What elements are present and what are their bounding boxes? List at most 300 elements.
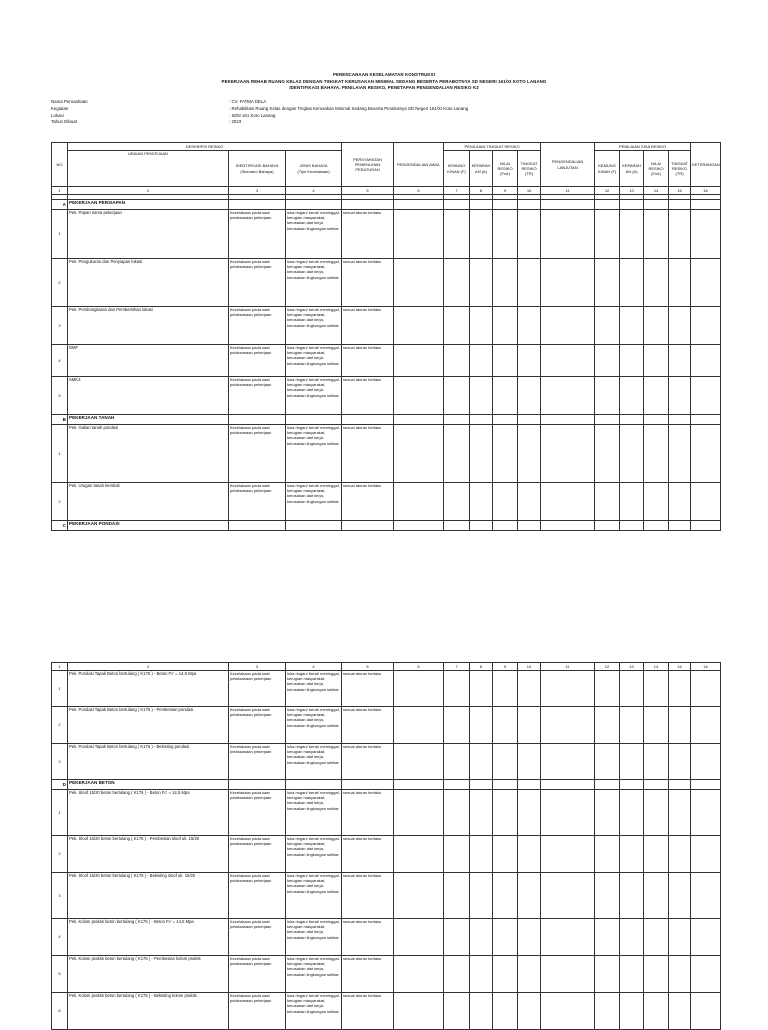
row-number: 3 <box>52 744 68 780</box>
column-number: 2 <box>68 187 229 195</box>
empty-cell <box>595 425 620 483</box>
empty-cell <box>620 377 644 415</box>
empty-cell <box>470 259 493 307</box>
empty-cell <box>518 377 541 415</box>
header-nilai-resiko: NILAI RESIKO (FxA) <box>493 151 518 187</box>
identifikasi-bahaya: Kecelakaan pada saat pelaksanaan pekerjaan <box>229 210 286 259</box>
empty-cell <box>394 210 444 259</box>
empty-cell <box>470 744 493 780</box>
empty-cell <box>691 836 721 873</box>
empty-cell <box>644 707 669 744</box>
column-number: 5 <box>342 187 394 195</box>
empty-cell <box>669 415 691 425</box>
row-number: 2 <box>52 483 68 521</box>
empty-cell <box>620 200 644 210</box>
empty-cell <box>470 425 493 483</box>
empty-cell <box>518 483 541 521</box>
column-number-row <box>52 663 721 671</box>
empty-cell <box>493 425 518 483</box>
empty-cell <box>444 200 470 210</box>
persyaratan: sesuai aturan berlaku <box>342 744 394 780</box>
row-number: 1 <box>52 671 68 707</box>
empty-cell <box>541 919 595 956</box>
empty-cell <box>644 483 669 521</box>
identifikasi-bahaya: Kecelakaan pada saat pelaksanaan pekerjaan <box>229 425 286 483</box>
empty-cell <box>518 345 541 377</box>
identifikasi-bahaya: Kecelakaan pada saat pelaksanaan pekerjaan <box>229 259 286 307</box>
uraian-pekerjaan: Pek. Pondasi Tapak Beton bertulang ( K175 ) - Pembesian pondasi <box>68 707 229 744</box>
empty-cell <box>229 780 286 790</box>
empty-cell <box>444 307 470 345</box>
empty-cell <box>444 780 470 790</box>
empty-cell <box>691 671 721 707</box>
column-number: 3 <box>229 187 286 195</box>
column-number: 9 <box>493 187 518 195</box>
empty-cell <box>595 836 620 873</box>
header-penilaian-tingkat-resiko: PENILAIAN TINGKAT RESIKO <box>444 143 541 151</box>
header-sisa-tingkat: TINGKAT RESIKO (TR) <box>669 151 691 187</box>
table-row <box>52 744 721 780</box>
empty-cell <box>518 780 541 790</box>
empty-cell <box>493 377 518 415</box>
empty-cell <box>470 956 493 993</box>
empty-cell <box>493 873 518 919</box>
empty-cell <box>444 919 470 956</box>
title-line-1: PERENCANAAN KESELAMATAN KONSTRUKSI <box>332 72 436 77</box>
empty-cell <box>595 307 620 345</box>
empty-cell <box>541 744 595 780</box>
column-number: 6 <box>394 187 444 195</box>
empty-cell <box>644 210 669 259</box>
persyaratan: sesuai aturan berlaku <box>342 425 394 483</box>
empty-cell <box>394 873 444 919</box>
empty-cell <box>669 483 691 521</box>
header-identifikasi: IDENTIFIKASI BAHAYA (Skenario Bahaya) <box>229 151 286 187</box>
column-number: 3 <box>229 663 286 671</box>
identifikasi-bahaya: Kecelakaan pada saat pelaksanaan pekerjaan <box>229 836 286 873</box>
empty-cell <box>669 521 691 531</box>
empty-cell <box>620 836 644 873</box>
column-number: 4 <box>286 187 342 195</box>
column-number: 1 <box>52 187 68 195</box>
identifikasi-bahaya: Kecelakaan pada saat pelaksanaan pekerjaan <box>229 993 286 1030</box>
empty-cell <box>595 873 620 919</box>
empty-cell <box>394 919 444 956</box>
empty-cell <box>595 790 620 836</box>
uraian-pekerjaan: Pek. Urugan tanah kembali <box>68 483 229 521</box>
empty-cell <box>394 425 444 483</box>
empty-cell <box>669 259 691 307</box>
section-title: PEKERJAAN BETON <box>68 780 229 790</box>
empty-cell <box>620 210 644 259</box>
persyaratan: sesuai aturan berlaku <box>342 307 394 345</box>
empty-cell <box>444 521 470 531</box>
column-number: 16 <box>691 187 721 195</box>
column-number: 16 <box>691 663 721 671</box>
column-number: 4 <box>286 663 342 671</box>
header-pengendalian-lanjutan: PENGENDALIAN LANJUTAN <box>541 143 595 187</box>
row-number: 5 <box>52 377 68 415</box>
uraian-pekerjaan: Pek. Sloof 15/20 beton bertulang ( K175 ) - Beton Fc' = 14,5 Mpa <box>68 790 229 836</box>
empty-cell <box>493 415 518 425</box>
persyaratan: sesuai aturan berlaku <box>342 259 394 307</box>
empty-cell <box>286 780 342 790</box>
empty-cell <box>518 744 541 780</box>
empty-cell <box>493 780 518 790</box>
empty-cell <box>595 919 620 956</box>
info-label: Lokasi <box>51 112 64 118</box>
identifikasi-bahaya: Kecelakaan pada saat pelaksanaan pekerjaan <box>229 919 286 956</box>
jenis-bahaya: luka ringan/ berat/ meninggal, kerugian masyarakat, kerusakan alat kerja, kerusakan lingkungan sekitar <box>286 425 342 483</box>
row-number: 6 <box>52 993 68 1030</box>
info-row <box>51 106 468 113</box>
empty-cell <box>669 307 691 345</box>
empty-cell <box>493 521 518 531</box>
info-row <box>51 119 468 126</box>
jenis-bahaya: luka ringan/ berat/ meninggal, kerugian masyarakat, kerusakan alat kerja, kerusakan lingkungan sekitar <box>286 707 342 744</box>
column-number: 10 <box>518 187 541 195</box>
header-no: NO <box>52 143 68 187</box>
empty-cell <box>518 707 541 744</box>
empty-cell <box>620 707 644 744</box>
empty-cell <box>541 873 595 919</box>
empty-cell <box>518 790 541 836</box>
empty-cell <box>595 259 620 307</box>
empty-cell <box>541 200 595 210</box>
empty-cell <box>644 919 669 956</box>
empty-cell <box>595 377 620 415</box>
row-number: 2 <box>52 707 68 744</box>
table-row <box>52 671 721 707</box>
header-uraian: URAIAN PEKERJAAN <box>68 151 229 187</box>
empty-cell <box>595 345 620 377</box>
empty-cell <box>470 919 493 956</box>
column-number: 1 <box>52 663 68 671</box>
jenis-bahaya: luka ringan/ berat/ meninggal, kerugian masyarakat, kerusakan alat kerja, kerusakan lingkungan sekitar <box>286 307 342 345</box>
empty-cell <box>394 707 444 744</box>
empty-cell <box>444 210 470 259</box>
empty-cell <box>444 956 470 993</box>
empty-cell <box>444 836 470 873</box>
empty-cell <box>691 521 721 531</box>
empty-cell <box>493 919 518 956</box>
uraian-pekerjaan: Pek. Kolom praktis beton bertulang ( K175 ) - Beton Fc' = 14,5 Mpa <box>68 919 229 956</box>
empty-cell <box>444 259 470 307</box>
empty-cell <box>620 307 644 345</box>
jenis-bahaya: luka ringan/ berat/ meninggal, kerugian masyarakat, kerusakan alat kerja, kerusakan lingkungan sekitar <box>286 873 342 919</box>
empty-cell <box>493 790 518 836</box>
empty-cell <box>394 790 444 836</box>
empty-cell <box>470 836 493 873</box>
uraian-pekerjaan: Pek. Pembongkaran dan Pembersihan lokasi <box>68 307 229 345</box>
jenis-bahaya: luka ringan/ berat/ meninggal, kerugian masyarakat, kerusakan alat kerja, kerusakan lingkungan sekitar <box>286 956 342 993</box>
column-number: 9 <box>493 663 518 671</box>
empty-cell <box>595 744 620 780</box>
info-value: : 2023 <box>229 119 242 125</box>
table-row <box>52 377 721 415</box>
empty-cell <box>470 415 493 425</box>
empty-cell <box>595 521 620 531</box>
persyaratan: sesuai aturan berlaku <box>342 790 394 836</box>
empty-cell <box>286 415 342 425</box>
identifikasi-bahaya: Kecelakaan pada saat pelaksanaan pekerjaan <box>229 307 286 345</box>
empty-cell <box>518 425 541 483</box>
risk-table-page-1 <box>51 142 721 531</box>
empty-cell <box>620 919 644 956</box>
empty-cell <box>493 707 518 744</box>
empty-cell <box>518 259 541 307</box>
empty-cell <box>394 836 444 873</box>
empty-cell <box>691 956 721 993</box>
empty-cell <box>620 790 644 836</box>
empty-cell <box>644 956 669 993</box>
empty-cell <box>470 483 493 521</box>
column-number: 12 <box>595 663 620 671</box>
uraian-pekerjaan: Pek. Pondasi Tapak Beton bertulang ( K175 ) - Bekisting pondasi <box>68 744 229 780</box>
header-pengendalian-awal: PENGENDALIAN AWAL <box>394 143 444 187</box>
empty-cell <box>541 956 595 993</box>
empty-cell <box>342 200 394 210</box>
empty-cell <box>691 345 721 377</box>
uraian-pekerjaan: Pek. Sloof 15/20 beton bertulang ( K175 ) - Pembesian sloof uk. 15/20 <box>68 836 229 873</box>
header-keparahan: KEPARAH AN (A) <box>470 151 493 187</box>
empty-cell <box>541 483 595 521</box>
empty-cell <box>493 956 518 993</box>
persyaratan: sesuai aturan berlaku <box>342 873 394 919</box>
header-deskripsi-resiko: DESKRIPSI RESIKO <box>68 143 342 151</box>
empty-cell <box>541 780 595 790</box>
empty-cell <box>644 307 669 345</box>
empty-cell <box>342 415 394 425</box>
empty-cell <box>444 425 470 483</box>
empty-cell <box>470 790 493 836</box>
empty-cell <box>620 780 644 790</box>
column-number: 11 <box>541 187 595 195</box>
section-title: PEKERJAAN PONDASI <box>68 521 229 531</box>
empty-cell <box>493 671 518 707</box>
jenis-bahaya: luka ringan/ berat/ meninggal, kerugian masyarakat, kerusakan alat kerja, kerusakan lingkungan sekitar <box>286 671 342 707</box>
empty-cell <box>470 707 493 744</box>
empty-cell <box>595 956 620 993</box>
section-title: PEKERJAAN TANAH <box>68 415 229 425</box>
info-value: : SDN 161 Koto Lanang <box>229 112 276 118</box>
empty-cell <box>691 307 721 345</box>
empty-cell <box>470 377 493 415</box>
empty-cell <box>541 345 595 377</box>
empty-cell <box>493 307 518 345</box>
row-number: 2 <box>52 259 68 307</box>
empty-cell <box>620 521 644 531</box>
empty-cell <box>518 919 541 956</box>
persyaratan: sesuai aturan berlaku <box>342 956 394 993</box>
empty-cell <box>691 483 721 521</box>
row-number: 1 <box>52 210 68 259</box>
empty-cell <box>691 210 721 259</box>
uraian-pekerjaan: Pek. Pengukuran dan Penyiapan lokasi <box>68 259 229 307</box>
column-number: 15 <box>669 663 691 671</box>
section-title: PEKERJAAN PERSIAPAN <box>68 200 229 210</box>
info-label: Nama Perusahaan <box>51 99 88 104</box>
empty-cell <box>444 790 470 836</box>
empty-cell <box>518 956 541 993</box>
section-letter: B <box>52 415 68 425</box>
empty-cell <box>620 671 644 707</box>
empty-cell <box>669 377 691 415</box>
info-label: Kegiatan <box>51 105 69 111</box>
empty-cell <box>493 200 518 210</box>
uraian-pekerjaan: Pek. Sloof 15/20 beton bertulang ( K175 ) - Bekisting sloof uk. 15/20 <box>68 873 229 919</box>
section-letter: D <box>52 780 68 790</box>
header-persyaratan: PERSYARATAN PEMENUHAN PERATURAN <box>342 143 394 187</box>
column-number: 8 <box>470 187 493 195</box>
jenis-bahaya: luka ringan/ berat/ meninggal, kerugian masyarakat, kerusakan alat kerja, kerusakan lingkungan sekitar <box>286 790 342 836</box>
empty-cell <box>229 200 286 210</box>
section-row <box>52 521 721 531</box>
column-number: 10 <box>518 663 541 671</box>
empty-cell <box>691 377 721 415</box>
empty-cell <box>229 415 286 425</box>
empty-cell <box>620 744 644 780</box>
column-number: 7 <box>444 663 470 671</box>
empty-cell <box>444 345 470 377</box>
info-value: : Rehabilitasi Ruang Kelas dengan Tingkat Kerusakan Minimal Sedang Beserta Perabotnya SD Negeri 161/XI Koto Lanang <box>229 105 469 111</box>
column-number: 15 <box>669 187 691 195</box>
header-kemungkinan: KEMUNG KINAN (F) <box>444 151 470 187</box>
table-row <box>52 956 721 993</box>
uraian-pekerjaan: SMK3 <box>68 377 229 415</box>
empty-cell <box>644 377 669 415</box>
empty-cell <box>493 259 518 307</box>
empty-cell <box>541 521 595 531</box>
jenis-bahaya: luka ringan/ berat/ meninggal, kerugian masyarakat, kerusakan alat kerja, kerusakan lingkungan sekitar <box>286 483 342 521</box>
empty-cell <box>691 415 721 425</box>
empty-cell <box>470 873 493 919</box>
uraian-pekerjaan: Pek. Kolom praktis beton bertulang ( K175 ) - Bekisting kolom praktis <box>68 993 229 1030</box>
empty-cell <box>541 671 595 707</box>
empty-cell <box>669 671 691 707</box>
persyaratan: sesuai aturan berlaku <box>342 707 394 744</box>
row-number: 4 <box>52 345 68 377</box>
identifikasi-bahaya: Kecelakaan pada saat pelaksanaan pekerjaan <box>229 671 286 707</box>
table-row <box>52 259 721 307</box>
empty-cell <box>691 707 721 744</box>
section-row <box>52 415 721 425</box>
row-number: 2 <box>52 836 68 873</box>
empty-cell <box>644 425 669 483</box>
empty-cell <box>669 200 691 210</box>
identifikasi-bahaya: Kecelakaan pada saat pelaksanaan pekerjaan <box>229 707 286 744</box>
table-row <box>52 210 721 259</box>
column-number: 12 <box>595 187 620 195</box>
empty-cell <box>493 345 518 377</box>
table-row <box>52 790 721 836</box>
column-number: 14 <box>644 663 669 671</box>
header-tingkat-resiko: TINGKAT RESIKO (TR) <box>518 151 541 187</box>
empty-cell <box>444 744 470 780</box>
empty-cell <box>669 780 691 790</box>
table-row <box>52 307 721 345</box>
empty-cell <box>669 790 691 836</box>
empty-cell <box>541 707 595 744</box>
empty-cell <box>644 345 669 377</box>
info-label: Tahun Dibuat <box>51 119 77 125</box>
empty-cell <box>595 707 620 744</box>
empty-cell <box>470 307 493 345</box>
empty-cell <box>669 707 691 744</box>
empty-cell <box>541 210 595 259</box>
empty-cell <box>518 836 541 873</box>
persyaratan: sesuai aturan berlaku <box>342 671 394 707</box>
table-row <box>52 919 721 956</box>
jenis-bahaya: luka ringan/ berat/ meninggal, kerugian masyarakat, kerusakan alat kerja, kerusakan lingkungan sekitar <box>286 836 342 873</box>
empty-cell <box>394 780 444 790</box>
empty-cell <box>541 377 595 415</box>
empty-cell <box>444 873 470 919</box>
empty-cell <box>595 200 620 210</box>
empty-cell <box>691 425 721 483</box>
uraian-pekerjaan: Pek. Kolom praktis beton bertulang ( K175 ) - Pembesian kolom praktis <box>68 956 229 993</box>
empty-cell <box>691 780 721 790</box>
column-number: 6 <box>394 663 444 671</box>
jenis-bahaya: luka ringan/ berat/ meninggal, kerugian masyarakat, kerusakan alat kerja, kerusakan lingkungan sekitar <box>286 210 342 259</box>
empty-cell <box>394 377 444 415</box>
uraian-pekerjaan: DMF <box>68 345 229 377</box>
empty-cell <box>691 790 721 836</box>
empty-cell <box>444 483 470 521</box>
empty-cell <box>644 259 669 307</box>
uraian-pekerjaan: Pek. Papan nama pekerjaan <box>68 210 229 259</box>
uraian-pekerjaan: Pek. Galian tanah pondasi <box>68 425 229 483</box>
empty-cell <box>470 345 493 377</box>
empty-cell <box>342 780 394 790</box>
section-row <box>52 200 721 210</box>
header-sisa-kemungkinan: KEMUNG KINAN (F) <box>595 151 620 187</box>
empty-cell <box>669 836 691 873</box>
empty-cell <box>620 483 644 521</box>
empty-cell <box>493 210 518 259</box>
info-row <box>51 99 468 106</box>
empty-cell <box>493 836 518 873</box>
column-number: 11 <box>541 663 595 671</box>
empty-cell <box>595 483 620 521</box>
empty-cell <box>541 836 595 873</box>
empty-cell <box>342 521 394 531</box>
empty-cell <box>669 919 691 956</box>
empty-cell <box>444 671 470 707</box>
empty-cell <box>644 415 669 425</box>
document-title-block <box>0 72 768 92</box>
empty-cell <box>541 259 595 307</box>
empty-cell <box>620 956 644 993</box>
title-line-2: PEKERJAAN REHAB RUANG KELAS DENGAN TINGKAT KERUSAKAN MINIMAL SEDANG BESERTA PERABOTNYA SD NEGERI 161/XI KOTO LANANG <box>221 78 547 84</box>
empty-cell <box>394 200 444 210</box>
empty-cell <box>518 873 541 919</box>
column-number: 13 <box>620 187 644 195</box>
identifikasi-bahaya: Kecelakaan pada saat pelaksanaan pekerjaan <box>229 483 286 521</box>
empty-cell <box>541 307 595 345</box>
empty-cell <box>644 836 669 873</box>
persyaratan: sesuai aturan berlaku <box>342 210 394 259</box>
empty-cell <box>644 790 669 836</box>
empty-cell <box>470 210 493 259</box>
empty-cell <box>394 521 444 531</box>
empty-cell <box>394 956 444 993</box>
empty-cell <box>493 483 518 521</box>
empty-cell <box>620 259 644 307</box>
persyaratan: sesuai aturan berlaku <box>342 919 394 956</box>
identifikasi-bahaya: Kecelakaan pada saat pelaksanaan pekerjaan <box>229 345 286 377</box>
column-number: 5 <box>342 663 394 671</box>
